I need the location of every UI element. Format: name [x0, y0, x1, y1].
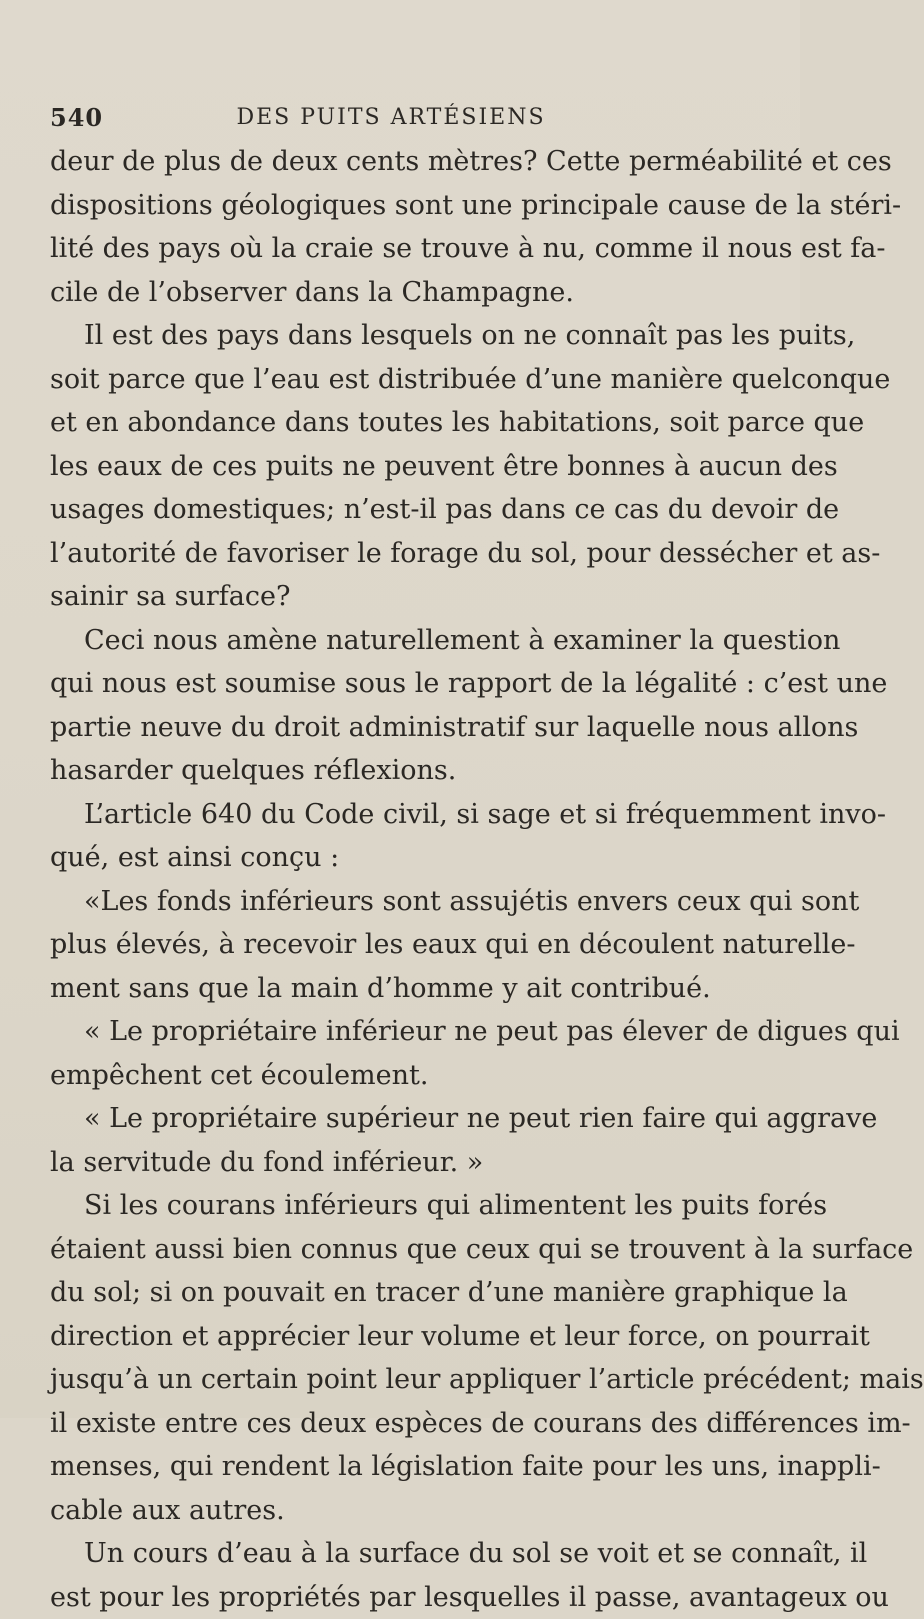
text-line: il existe entre ces deux espèces de courans des différences im- — [50, 1402, 750, 1446]
running-title: DES PUITS ARTÉSIENS — [110, 105, 752, 130]
running-head — [50, 100, 752, 134]
text-line: Il est des pays dans lesquels on ne connaît pas les puits, — [50, 314, 750, 358]
text-line: qué, est ainsi conçu : — [50, 836, 750, 880]
text-line: « Le propriétaire supérieur ne peut rien faire qui aggrave — [50, 1097, 750, 1141]
text-line: sainir sa surface? — [50, 575, 750, 619]
text-line: dispositions géologiques sont une principale cause de la stéri- — [50, 184, 750, 228]
text-line: partie neuve du droit administratif sur laquelle nous allons — [50, 706, 750, 750]
text-line: «Les fonds inférieurs sont assujétis envers ceux qui sont — [50, 880, 750, 924]
body-text — [50, 140, 750, 1619]
text-line: étaient aussi bien connus que ceux qui se trouvent à la surface — [50, 1228, 750, 1272]
text-line: deur de plus de deux cents mètres? Cette perméabilité et ces — [50, 140, 750, 184]
text-line: L’article 640 du Code civil, si sage et si fréquemment invo- — [50, 793, 750, 837]
text-line: la servitude du fond inférieur. » — [50, 1141, 750, 1185]
text-line: et en abondance dans toutes les habitations, soit parce que — [50, 401, 750, 445]
text-line: qui nous est soumise sous le rapport de la légalité : c’est une — [50, 662, 750, 706]
text-line: « Le propriétaire inférieur ne peut pas élever de digues qui — [50, 1010, 750, 1054]
text-line: soit parce que l’eau est distribuée d’une manière quelconque — [50, 358, 750, 402]
page-number: 540 — [50, 103, 110, 132]
text-line: les eaux de ces puits ne peuvent être bonnes à aucun des — [50, 445, 750, 489]
text-line: Si les courans inférieurs qui alimentent les puits forés — [50, 1184, 750, 1228]
text-line: cable aux autres. — [50, 1489, 750, 1533]
text-line: direction et apprécier leur volume et leur force, on pourrait — [50, 1315, 750, 1359]
text-line: Un cours d’eau à la surface du sol se voit et se connaît, il — [50, 1532, 750, 1576]
text-line: hasarder quelques réflexions. — [50, 749, 750, 793]
text-line: Ceci nous amène naturellement à examiner la question — [50, 619, 750, 663]
text-line: menses, qui rendent la législation faite pour les uns, inappli- — [50, 1445, 750, 1489]
text-line: cile de l’observer dans la Champagne. — [50, 271, 750, 315]
text-line: usages domestiques; n’est-il pas dans ce cas du devoir de — [50, 488, 750, 532]
text-line: l’autorité de favoriser le forage du sol, pour dessécher et as- — [50, 532, 750, 576]
text-line: jusqu’à un certain point leur appliquer l’article précédent; mais — [50, 1358, 750, 1402]
text-line: empêchent cet écoulement. — [50, 1054, 750, 1098]
text-line: est pour les propriétés par lesquelles il passe, avantageux ou — [50, 1576, 750, 1619]
text-line: du sol; si on pouvait en tracer d’une manière graphique la — [50, 1271, 750, 1315]
text-line: plus élevés, à recevoir les eaux qui en découlent naturelle- — [50, 923, 750, 967]
text-line: ment sans que la main d’homme y ait contribué. — [50, 967, 750, 1011]
text-line: lité des pays où la craie se trouve à nu, comme il nous est fa- — [50, 227, 750, 271]
